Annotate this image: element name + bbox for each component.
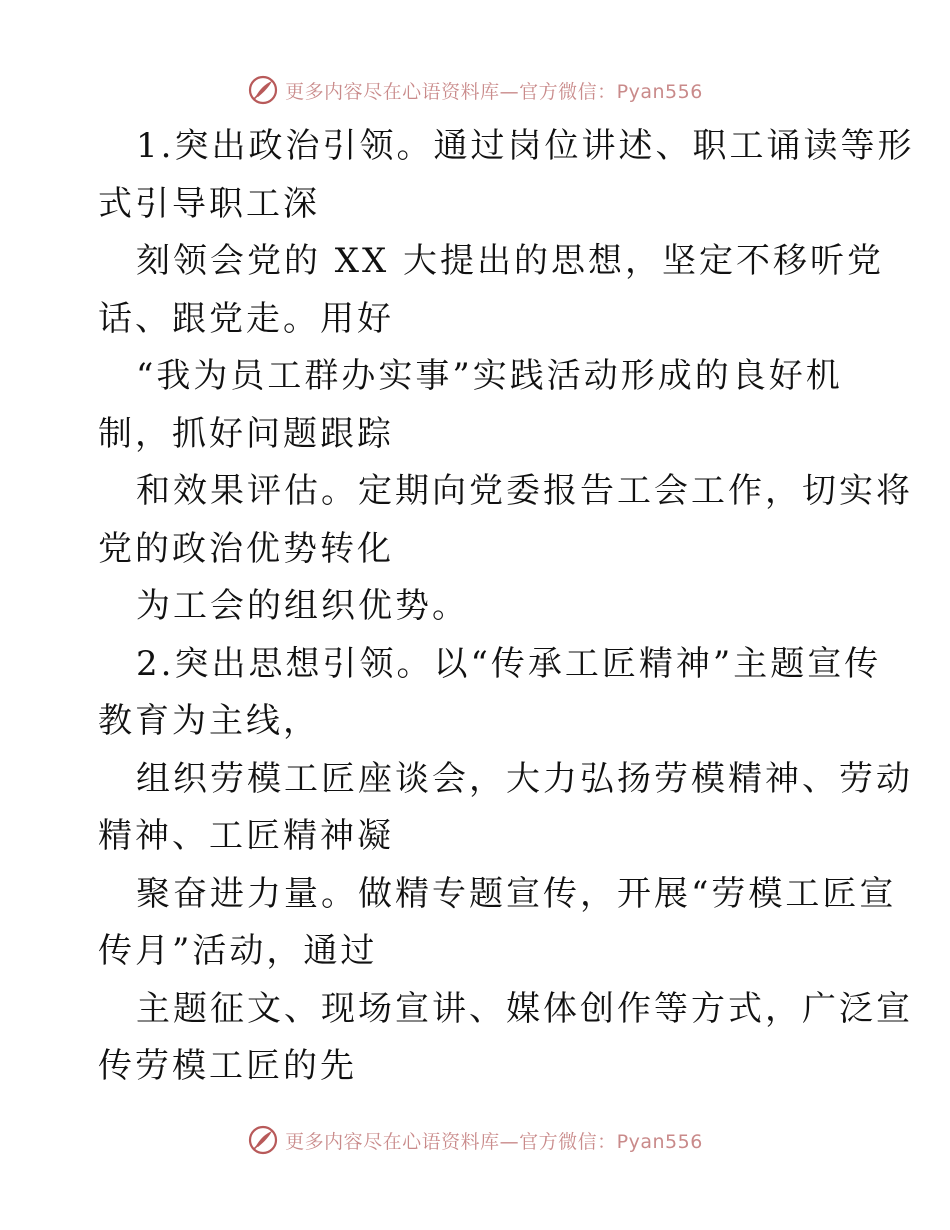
document-body [98,118,915,1096]
watermark-group [247,74,703,106]
watermark-group [247,1124,703,1156]
text-line: 党的政治优势转化 [98,528,394,569]
text-line: 传月”活动，通过 [98,931,378,971]
watermark-text: 更多内容尽在心语资料库—官方微信：Pyan556 [285,80,703,103]
text-line: 传劳模工匠的先 [98,1046,357,1086]
text-line: 教育为主线， [98,701,320,741]
text-line: 组织劳模工匠座谈会，大力弘扬劳模精神、劳动 [136,758,913,799]
footer-watermark [0,1120,950,1160]
feather-pen-logo-icon [247,74,279,106]
text-line: 刻领会党的 XX 大提出的思想，坚定不移听党 [136,241,885,281]
text-line: 2.突出思想引领。以“传承工匠精神”主题宣传 [136,643,882,684]
text-line: 话、跟党走。用好 [98,298,394,339]
text-line: 制，抓好问题跟踪 [98,413,394,454]
watermark-text: 更多内容尽在心语资料库—官方微信：Pyan556 [285,1130,703,1153]
text-line: 式引导职工深 [98,183,320,224]
header-watermark [0,70,950,110]
text-line: 聚奋进力量。做精专题宣传，开展“劳模工匠宣 [136,873,897,914]
text-line: 和效果评估。定期向党委报告工会工作，切实将 [136,471,913,511]
text-line: 1.突出政治引领。通过岗位讲述、职工诵读等形 [136,126,915,166]
text-line: “我为员工群办实事”实践活动形成的良好机 [136,356,843,396]
text-line: 为工会的组织优势。 [136,586,469,626]
text-line: 主题征文、现场宣讲、媒体创作等方式，广泛宣 [136,988,913,1029]
feather-pen-logo-icon [247,1124,279,1156]
text-line: 精神、工匠精神凝 [98,816,394,856]
